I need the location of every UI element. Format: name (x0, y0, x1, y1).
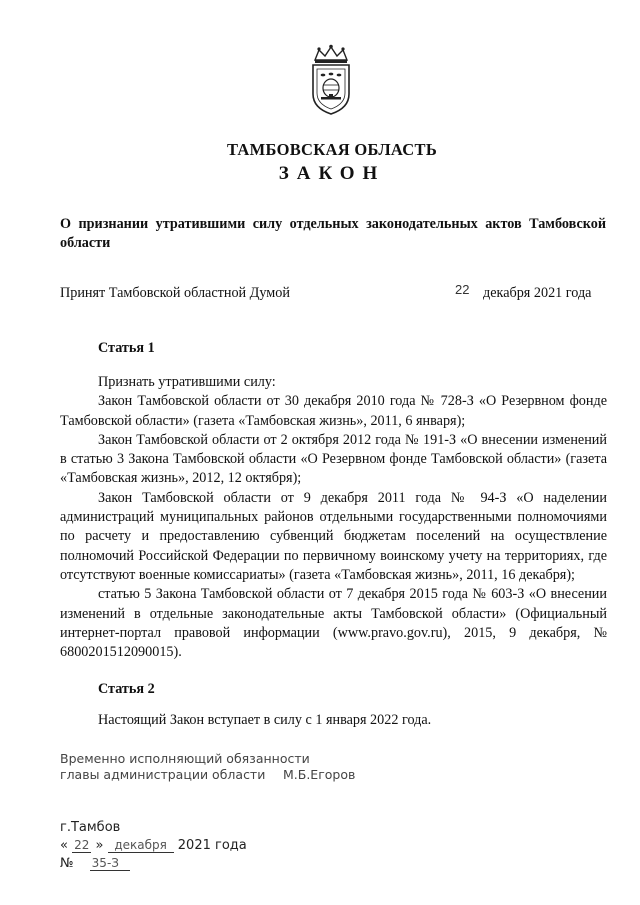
adopted-by-label: Принят Тамбовской областной Думой (60, 285, 290, 301)
footer-day: 22 (74, 838, 90, 852)
article-1-body (60, 373, 607, 662)
region-title: ТАМБОВСКАЯ ОБЛАСТЬ (226, 140, 438, 159)
signatory-title (60, 751, 310, 783)
article-1-heading: Статья 1 (98, 340, 155, 356)
footer-year: 2021 года (177, 838, 247, 853)
article-1-paragraph: Признать утратившими силу: (98, 374, 276, 390)
footer-number (60, 856, 130, 871)
footer-city: г.Тамбов (60, 820, 121, 835)
article-2-heading: Статья 2 (98, 681, 155, 697)
article-1-paragraph: Закон Тамбовской области от 9 декабря 2011 года № 94-З «О наделении администраций муниципальных районов отдельными государственными полномочиями по расчету и предоставлению субвенций бюджетам поселений на осуществление полномочий Российской Федерации по первичному воинскому учету на территориях, где отсутствуют военные комиссариаты» (газета «Тамбовская жизнь», 2011, 16 декабря); (60, 489, 607, 583)
article-1-paragraph: Закон Тамбовской области от 2 октября 2012 года № 191-З «О внесении изменений в статью 3 Закона Тамбовской области «О Резервном фонде Тамбовской области» (газета «Тамбовская жизнь», 2012, 12 октября); (60, 431, 607, 487)
coat-of-arms-emblem (303, 44, 359, 116)
signatory-title-line2: главы администрации области (60, 767, 266, 782)
footer-number-value: 35-З (90, 856, 130, 871)
article-1-paragraph: Закон Тамбовской области от 30 декабря 2010 года № 728-З «О Резервном фонде Тамбовской области» (газета «Тамбовская жизнь», 2011, 6 января); (60, 393, 607, 429)
article-2-body (60, 711, 607, 730)
adopted-day: 22 (455, 282, 470, 297)
footer-date (60, 838, 247, 853)
footer-number-label: № (60, 856, 74, 871)
law-subject: О признании утратившими силу отдельных законодательных актов Тамбовской области (60, 216, 606, 251)
signatory-name: М.Б.Егоров (283, 767, 356, 782)
document-type-title: ЗАКОН (278, 163, 386, 184)
adopted-date: декабря 2021 года (483, 285, 592, 301)
footer-month: декабря (108, 838, 174, 853)
article-1-paragraph: статью 5 Закона Тамбовской области от 7 декабря 2015 года № 603-З «О внесении изменений в отдельные законодательные акты Тамбовской области» (Официальный интернет-портал правовой информации (www.pravo.gov.ru), 2015, 9 декабря, № 6800201512090015). (60, 586, 607, 661)
footer-close-quote: » (95, 838, 104, 853)
signatory-title-line1: Временно исполняющий обязанности (60, 751, 310, 766)
article-2-paragraph: Настоящий Закон вступает в силу с 1 января 2022 года. (98, 712, 432, 728)
footer-open-quote: « (60, 838, 68, 853)
